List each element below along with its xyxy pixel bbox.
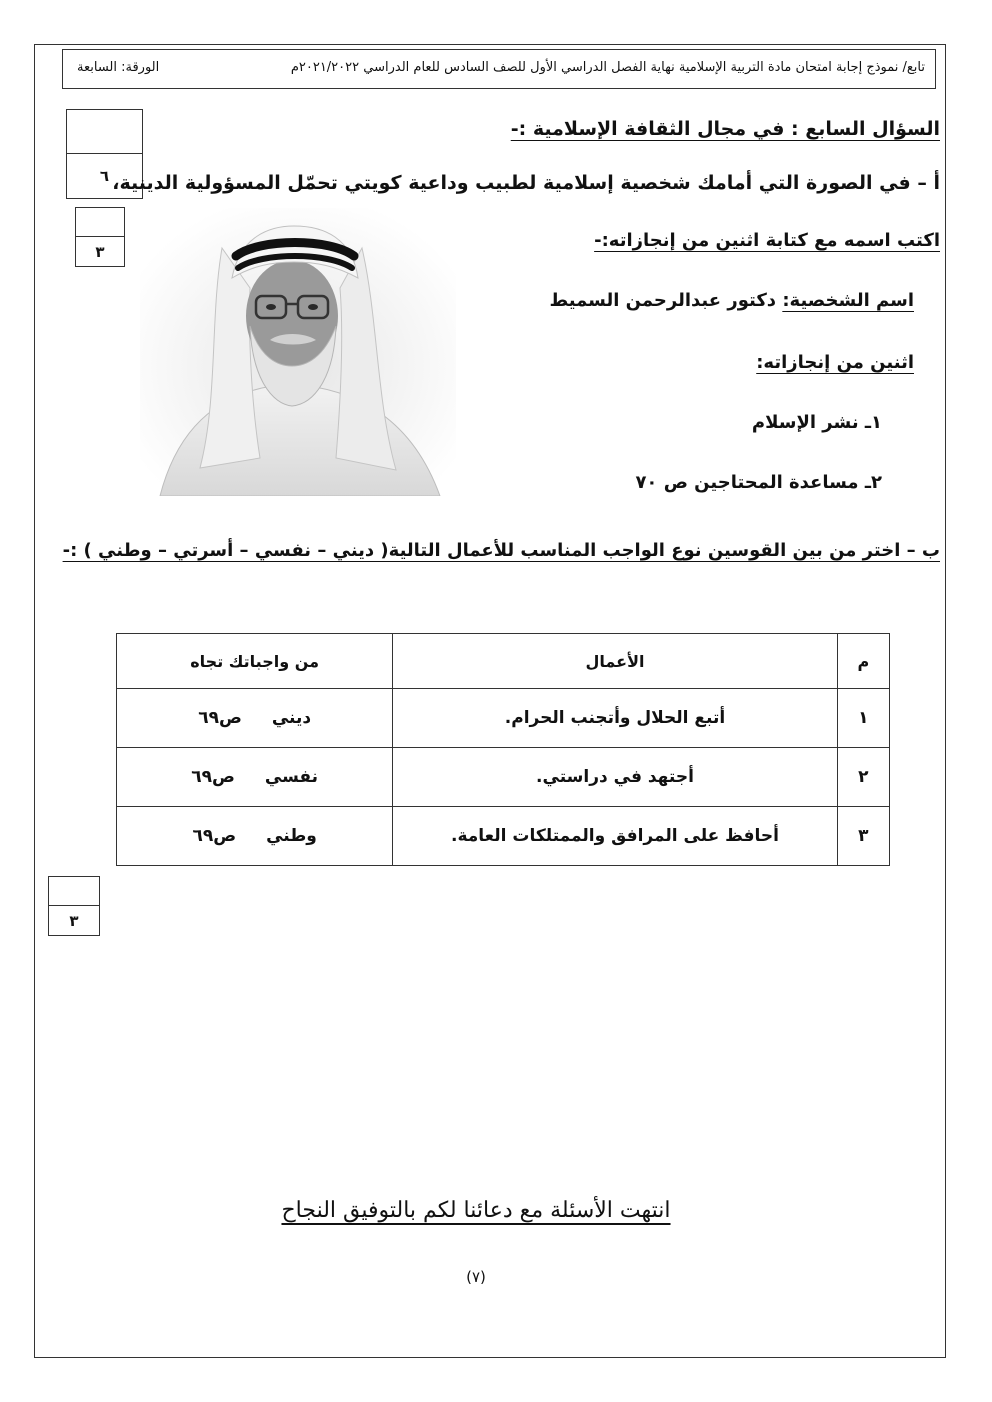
sheet-label: الورقة: السابعة [77, 60, 160, 75]
score-box-sub-a [75, 207, 125, 267]
row-num: ٣ [837, 807, 889, 866]
closing-message-wrap [0, 1198, 992, 1223]
header-duty: من واجباتك تجاه [117, 634, 393, 689]
score-total-a: ٦ [99, 167, 110, 185]
exam-header-title: تابع/ نموذج إجابة امتحان مادة التربية الإسلامية نهاية الفصل الدراسي الأول للصف السادس للعام الدراسي ٢٠٢١/٢٠٢٢م [290, 60, 925, 75]
table-row [117, 748, 890, 807]
question-part-a: أ – في الصورة التي أمامك شخصية إسلامية لطبيب وداعية كويتي تحمّل المسؤولية الدينية، [112, 172, 940, 194]
duty-type: ديني [271, 708, 312, 728]
duty-type: وطني [266, 826, 317, 846]
row-action: أتبع الحلال وأتجنب الحرام. [393, 689, 837, 748]
table-header-row [117, 634, 890, 689]
duty-ref: ص٦٩ [192, 826, 237, 846]
question-part-b: ب – اختر من بين القوسين نوع الواجب المناسب للأعمال التالية( ديني – نفسي – أسرتي – وطني ) :- [62, 540, 940, 561]
portrait-photo [140, 208, 456, 496]
name-value: دكتور عبدالرحمن السميط [549, 290, 777, 311]
question-title: السؤال السابع : في مجال الثقافة الإسلامية :- [510, 118, 940, 140]
row-action: أحافظ على المرافق والممتلكات العامة. [393, 807, 837, 866]
question-instruction: اكتب اسمه مع كتابة اثنين من إنجازاته:- [594, 230, 940, 251]
score-box-sub-b [48, 876, 100, 936]
row-duty [117, 807, 393, 866]
table-row [117, 807, 890, 866]
header-num: م [837, 634, 889, 689]
score-sub-b: ٣ [69, 911, 79, 930]
table-row [117, 689, 890, 748]
page-number: (٧) [466, 1268, 486, 1286]
name-line [549, 290, 914, 311]
row-duty [117, 748, 393, 807]
achievement-2: ٢ـ مساعدة المحتاجين ص ٧٠ [635, 472, 882, 493]
closing-message: انتهت الأسئلة مع دعائنا لكم بالتوفيق النجاح [281, 1198, 671, 1223]
duty-ref: ص٦٩ [191, 767, 235, 787]
achievement-1: ١ـ نشر الإسلام [751, 412, 882, 433]
name-label: اسم الشخصية: [782, 290, 914, 311]
row-num: ١ [837, 689, 889, 748]
duties-table [116, 633, 890, 866]
duty-ref: ص٦٩ [198, 708, 242, 728]
row-duty [117, 689, 393, 748]
page-number-wrap [0, 1268, 992, 1286]
duty-type: نفسي [264, 767, 319, 787]
score-sub-a: ٣ [95, 242, 105, 261]
header-action: الأعمال [393, 634, 837, 689]
row-num: ٢ [837, 748, 889, 807]
achievements-label: اثنين من إنجازاته: [756, 352, 914, 373]
row-action: أجتهد في دراستي. [393, 748, 837, 807]
exam-header [62, 49, 936, 89]
